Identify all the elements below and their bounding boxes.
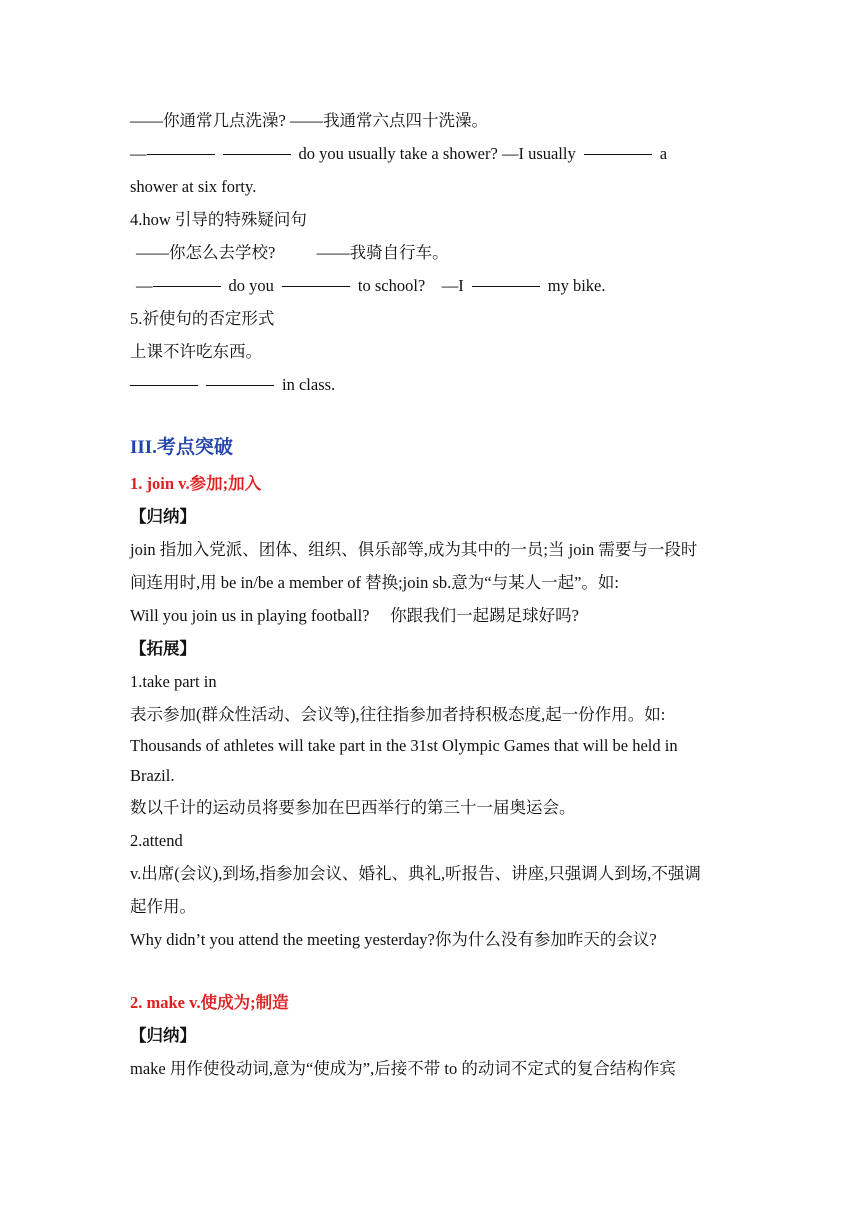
q5-chinese: 上课不许吃东西。 — [130, 342, 262, 361]
answer-blank[interactable] — [223, 153, 291, 155]
q3-chinese: ——你通常几点洗澡? ——我通常六点四十洗澡。 — [130, 111, 488, 130]
ext-1-example-2: Brazil. — [130, 766, 175, 785]
answer-blank[interactable] — [147, 153, 215, 155]
point-1-title: 1. join v.参加;加入 — [130, 474, 262, 493]
ext-2-para-2: 起作用。 — [130, 897, 196, 916]
q4-english: — do you to school? —I my bike. — [136, 276, 606, 295]
point-2-title: 2. make v.使成为;制造 — [130, 993, 289, 1012]
answer-blank[interactable] — [282, 285, 350, 287]
summary-label: 【归纳】 — [130, 507, 196, 526]
answer-blank[interactable] — [472, 285, 540, 287]
extension-label: 【拓展】 — [130, 639, 196, 658]
answer-blank[interactable] — [130, 384, 198, 386]
answer-blank[interactable] — [206, 384, 274, 386]
point-1-para-1: join 指加入党派、团体、组织、俱乐部等,成为其中的一员;当 join 需要与一段时 — [130, 540, 698, 559]
ext-1-title: 1.take part in — [130, 672, 217, 691]
ext-2-example: Why didn’t you attend the meeting yesterday?你为什么没有参加昨天的会议? — [130, 930, 657, 949]
q3-english-cont: shower at six forty. — [130, 177, 257, 196]
heading-5: 5.祈使句的否定形式 — [130, 309, 275, 328]
ext-2-title: 2.attend — [130, 831, 183, 850]
ext-1-example-1: Thousands of athletes will take part in the 31st Olympic Games that will be held in — [130, 736, 678, 755]
ext-1-chinese: 数以千计的运动员将要参加在巴西举行的第三十一届奥运会。 — [130, 798, 576, 817]
point-1-para-2: 间连用时,用 be in/be a member of 替换;join sb.意为“与某人一起”。如: — [130, 573, 619, 592]
q5-english: in class. — [130, 368, 740, 401]
point-1-example: Will you join us in playing football? 你跟我们一起踢足球好吗? — [130, 606, 579, 625]
section-title: III.考点突破 — [130, 437, 233, 458]
answer-blank[interactable] — [584, 153, 652, 155]
ext-2-para-1: v.出席(会议),到场,指参加会议、婚礼、典礼,听报告、讲座,只强调人到场,不强调 — [130, 864, 701, 883]
heading-4: 4.how 引导的特殊疑问句 — [130, 210, 307, 229]
point-2-para-1: make 用作使役动词,意为“使成为”,后接不带 to 的动词不定式的复合结构作宾 — [130, 1059, 676, 1078]
q4-chinese: ——你怎么去学校? ——我骑自行车。 — [136, 243, 449, 262]
summary-label: 【归纳】 — [130, 1026, 196, 1045]
document-body — [130, 104, 740, 1085]
q3-english: — do you usually take a shower? —I usually a — [130, 144, 668, 163]
ext-1-para: 表示参加(群众性活动、会议等),往往指参加者持积极态度,起一份作用。如: — [130, 705, 666, 724]
answer-blank[interactable] — [153, 285, 221, 287]
